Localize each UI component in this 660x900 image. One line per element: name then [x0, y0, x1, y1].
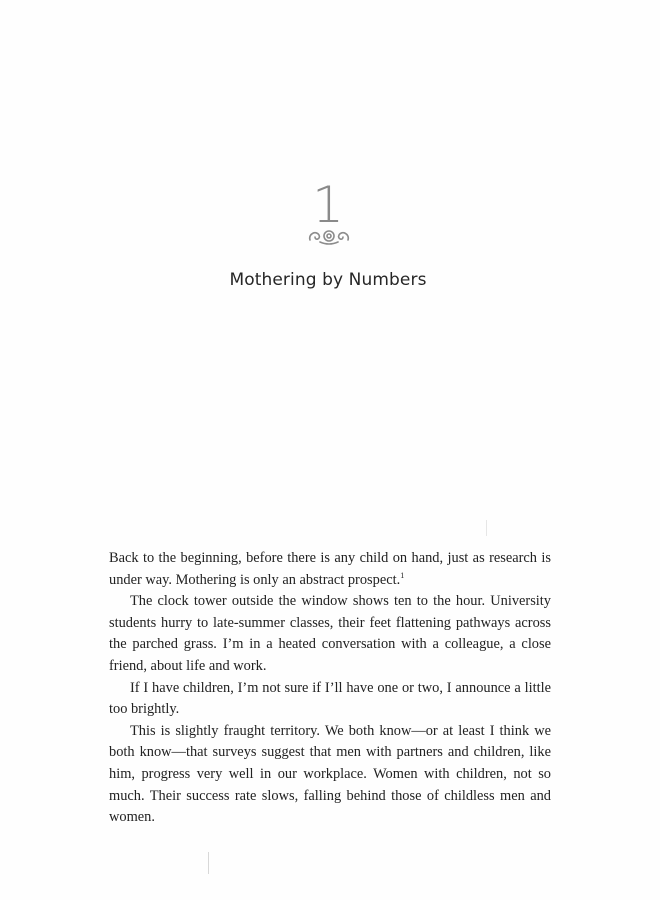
- swirl-ornament-icon: [306, 226, 352, 246]
- paragraph-text: Back to the beginning, before there is any child on hand, just as research is under way. Mothering is only an abstract prospect.: [109, 550, 551, 588]
- chapter-number: 1: [312, 176, 344, 234]
- footnote-marker[interactable]: 1: [400, 570, 405, 580]
- paragraph-2: The clock tower outside the window shows ten to the hour. University students hurry to late-summer classes, their feet flattening pathways across the parched grass. I’m in a heated conversation with a colleague, a close friend, about life and work.: [109, 593, 551, 674]
- scan-artifact-line: [486, 520, 487, 536]
- scan-artifact-line: [208, 852, 209, 874]
- paragraph-3: If I have children, I’m not sure if I’ll have one or two, I announce a little too brightly.: [109, 679, 551, 718]
- paragraph-4: This is slightly fraught territory. We both know—or at least I think we both know—that surveys suggest that men with partners and children, like him, progress very well in our workplace. Women with children, not so much. Their success rate slows, falling behind those of childless men and women.: [109, 722, 551, 826]
- body-text: [109, 548, 551, 829]
- paragraph-1: [109, 548, 551, 591]
- chapter-title: Mothering by Numbers: [229, 270, 427, 290]
